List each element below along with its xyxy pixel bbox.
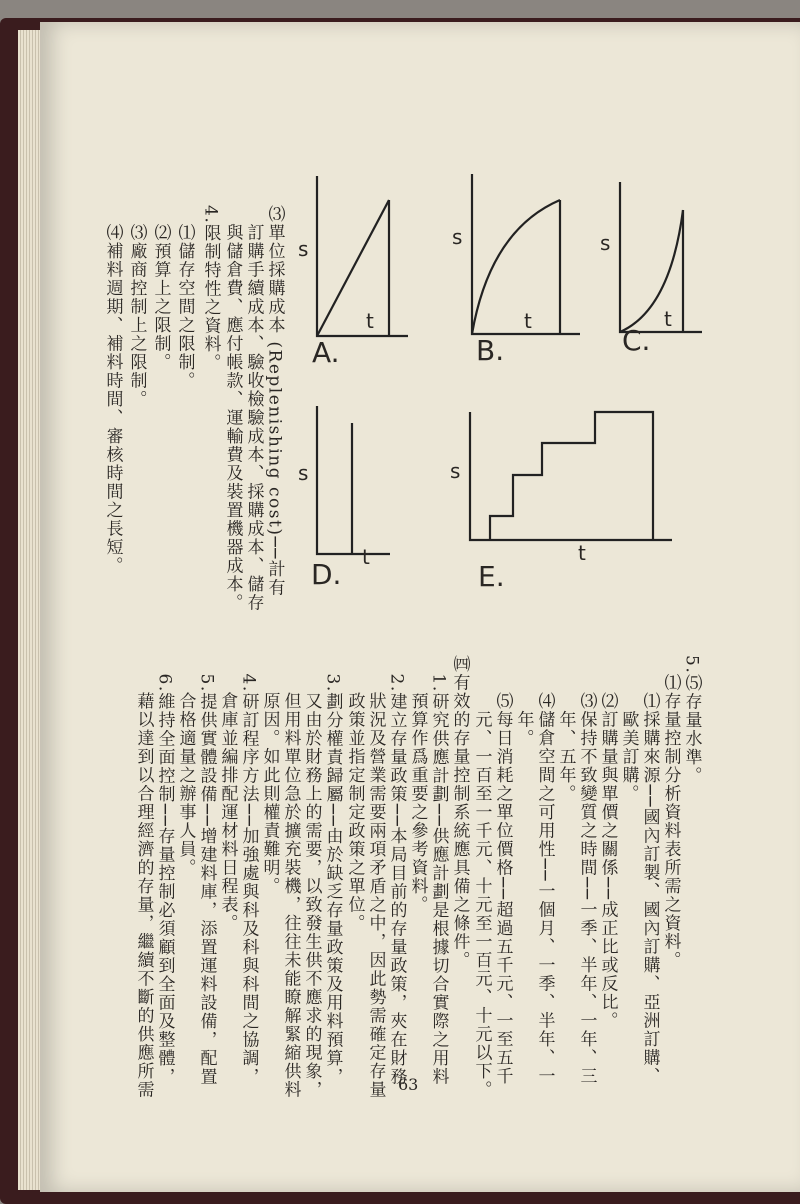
panel-d-label: D.	[311, 558, 342, 591]
panel-d-s-label: s	[298, 461, 309, 485]
bottom-col-3: ⑴採購來源──國內訂製、國內訂購、亞洲訂購、	[639, 655, 660, 1086]
bottom-col-5: ⑵訂購量與單價之關係──成正比或反比。	[597, 655, 618, 1030]
panel-a-t-label: t	[366, 309, 374, 333]
bottom-col-25: 合格適量之辦事人員。	[175, 655, 196, 877]
top-col-2: 訂購手續成本、驗收檢驗成本、採購成本、儲存	[243, 205, 264, 612]
panel-d-t-label: t	[362, 545, 370, 569]
top-col-6: ⑵預算上之限制。	[150, 205, 171, 372]
bottom-col-21: 原因。如此則權責難明。	[259, 655, 280, 896]
bottom-col-6: ⑶保持不致變質之時間──一季、半年、一年、三	[576, 655, 597, 1086]
panel-c-s-label: s	[600, 231, 611, 255]
bottom-col-19: 又由於財務上的需要，以致發生供不應求的現象，	[301, 655, 322, 1099]
bottom-col-1: 5.⑸存量水準。	[681, 655, 702, 786]
bottom-col-9: 年。	[513, 655, 534, 748]
bottom-col-22: 4.研訂程序方法──加強處與科及科與科間之協調，	[238, 655, 259, 1087]
panel-e-t-label: t	[578, 541, 586, 565]
panel-b-t-label: t	[524, 309, 532, 333]
bottom-col-4: 歐美訂購。	[618, 655, 639, 803]
panel-a-label: A.	[312, 336, 340, 369]
top-col-5: ⑴儲存空間之限制。	[174, 205, 195, 390]
panel-c-axes	[620, 182, 702, 332]
page-number: 63	[398, 1075, 419, 1094]
bottom-col-27: 藉以達到以合理經濟的存量，繼續不斷的供應所需	[133, 655, 154, 1099]
bottom-col-26: 6.維持全面控制──存量控制必須顧到全面及整體，	[154, 655, 175, 1087]
panel-c-label: C.	[622, 324, 651, 357]
bottom-col-11: 元、一百至一千元、十元至一百元、十元以下。	[471, 655, 492, 1099]
bottom-col-13: 1.研究供應計劃──供應計劃是根據切合實際之用料	[428, 655, 449, 1087]
top-col-8: ⑷補料週期、補料時間、審核時間之長短。	[102, 205, 123, 575]
bottom-col-23: 倉庫並編排配運材料日程表。	[217, 655, 238, 933]
bottom-col-20: 但用料單位急於擴充裝機，往往未能瞭解緊縮供料	[280, 655, 301, 1099]
panel-e-s-label: s	[450, 459, 461, 483]
bottom-col-16: 狀況及營業需要兩項矛盾之中，因此勢需確定存量	[365, 655, 386, 1099]
top-col-3: 與儲倉費、應付帳款、運輸費及裝置機器成本。	[222, 205, 243, 612]
bottom-col-12: ㈣有效的存量控制系統應具備之條件。	[449, 655, 470, 970]
panel-e	[470, 412, 672, 540]
bottom-col-10: ⑸每日消耗之單位價格──超過五千元、一至五千	[492, 655, 513, 1086]
bottom-col-2: ⑴存量控制分析資料表所需之資料。	[660, 655, 681, 970]
top-col-4: 4.限制特性之資料。	[200, 205, 221, 373]
panel-c-curve	[620, 210, 683, 332]
panel-b-label: B.	[476, 334, 505, 367]
bottom-col-15: 2.建立存量政策──本局目前的存量政策，夾在財務	[386, 655, 407, 1087]
panel-d	[317, 406, 390, 554]
bottom-col-24: 5.提供實體設備──增建料庫，添置運料設備，配置	[196, 655, 217, 1087]
panel-e-curve	[490, 412, 653, 540]
top-col-7: ⑶廠商控制上之限制。	[126, 205, 147, 409]
panel-a	[317, 176, 408, 336]
bottom-col-18: 3.劃分權責歸屬──由於缺乏存量政策及用料預算，	[322, 655, 343, 1087]
panel-d-axes	[317, 406, 390, 554]
top-col-1: ⑶單位採購成本 (Replenishing cost)──計有	[264, 205, 285, 597]
panel-c	[620, 182, 702, 332]
bottom-col-7: 年、五年。	[555, 655, 576, 803]
panel-e-label: E.	[478, 560, 505, 593]
panel-a-s-label: s	[298, 237, 309, 261]
panel-e-axes	[470, 412, 672, 540]
panel-a-curve	[317, 200, 389, 336]
panel-c-t-label: t	[664, 307, 672, 331]
panel-b-curve	[472, 200, 560, 334]
bottom-col-17: 政策並指定制定政策之單位。	[344, 655, 365, 933]
bottom-col-14: 預算作爲重要之參考資料。	[407, 655, 428, 914]
panel-b-s-label: s	[452, 225, 463, 249]
bottom-col-8: ⑷儲倉空間之可用性──一個月、一季、半年、一	[534, 655, 555, 1086]
